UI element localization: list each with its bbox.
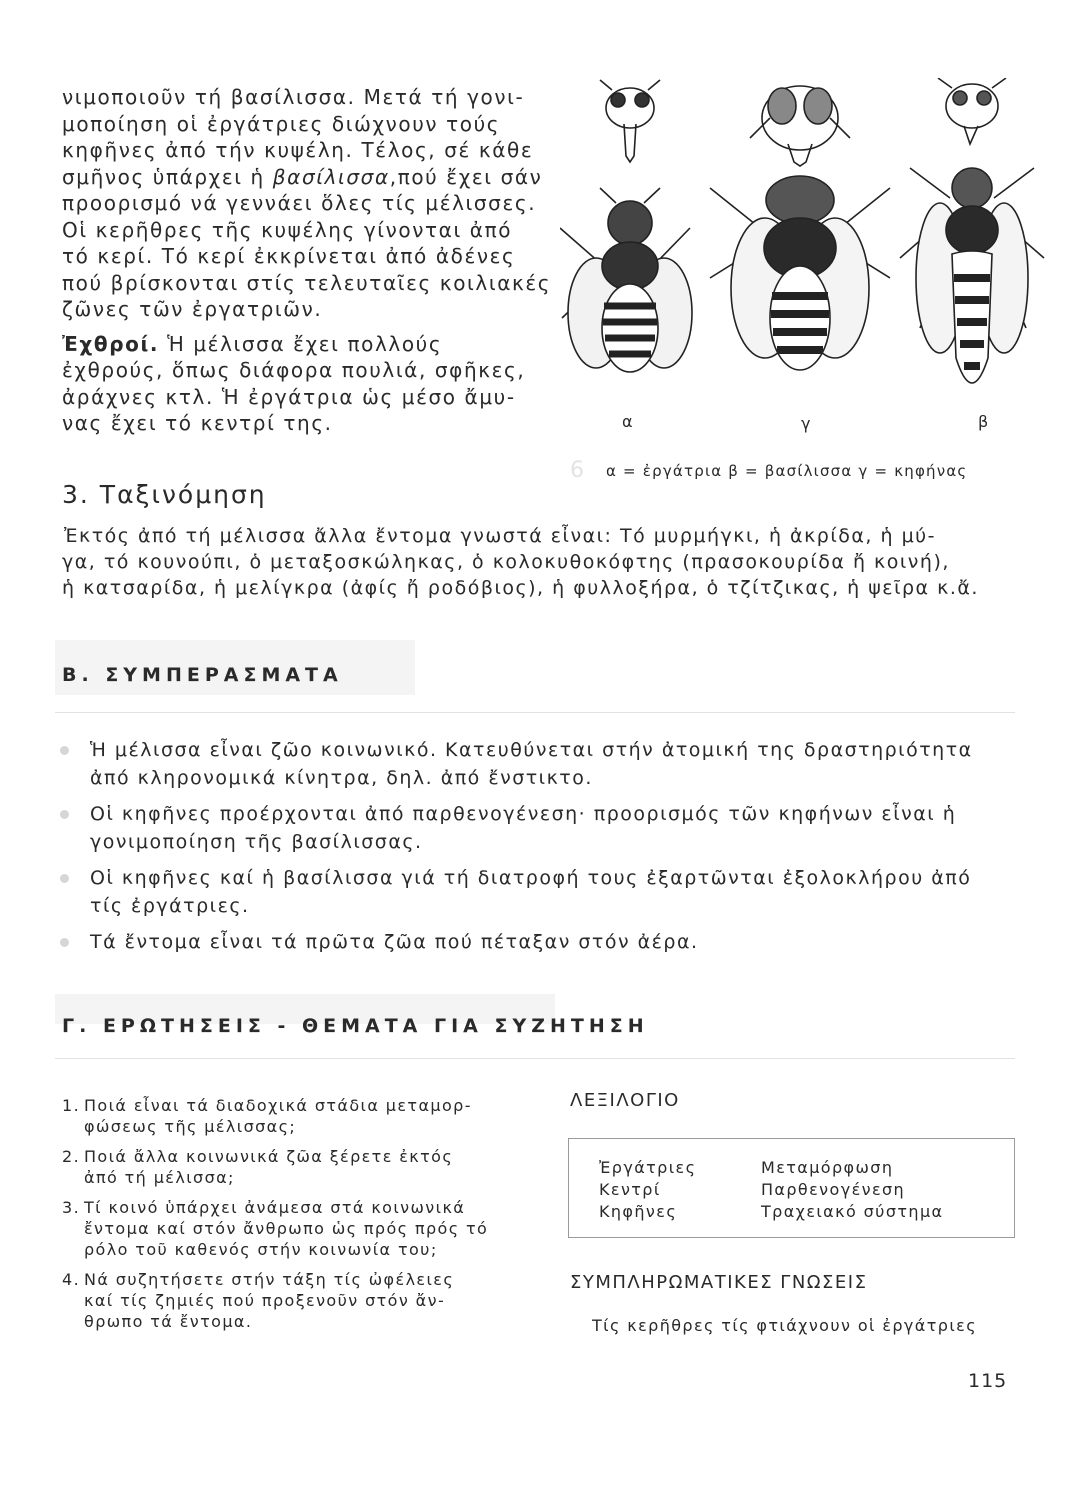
figure-label-drone: γ xyxy=(801,414,811,433)
worker-head-illustration xyxy=(600,80,660,162)
text-line: κηφῆνες ἀπό τήν κυψέλη. Τέλος, σέ κάθε xyxy=(62,138,534,162)
question-number: 4. xyxy=(62,1270,81,1289)
item-line: Οἱ κηφῆνες προέρχονται ἀπό παρθενογένεση· προορισμός τῶν κηφήνων εἶναι ἡ xyxy=(90,803,957,825)
queen-head-illustration xyxy=(938,78,1006,144)
question-line: θρωπο τά ἔντομα. xyxy=(84,1312,253,1331)
divider xyxy=(55,712,1015,713)
text-line: προορισμό νά γεννάει ὅλες τίς μέλισσες. xyxy=(62,191,537,215)
questions-heading: Γ. ΕΡΩΤΗΣΕΙΣ - ΘΕΜΑΤΑ ΓΙΑ ΣΥΖΗΤΗΣΗ xyxy=(62,1015,649,1037)
drone-bee-illustration xyxy=(710,176,890,370)
question-line: ἀπό τή μέλισσα; xyxy=(84,1168,235,1187)
text-line: γα, τό κουνούπι, ὁ μεταξοσκώληκας, ὁ κολοκυθοκόφτης (πρασοκουρίδα ἤ κοινή), xyxy=(62,551,950,573)
text-line: νιμοποιοῦν τή βασίλισσα. Μετά τή γονι- xyxy=(62,85,525,109)
vocabulary-term: Μεταμόρφωση xyxy=(761,1158,894,1177)
text-line: ἐχθρούς, ὅπως διάφορα πουλιά, σφῆκες, xyxy=(62,358,526,382)
text-line: πού βρίσκονται στίς τελευταῖες κοιλιακές xyxy=(62,270,552,295)
bee-figure xyxy=(560,78,1060,428)
text-line: ἀράχνες κτλ. Ἡ ἐργάτρια ὡς μέσο ἄμυ- xyxy=(62,384,516,409)
text-line: νας ἔχει τό κεντρί της. xyxy=(62,411,333,435)
question-item xyxy=(62,1095,488,1137)
figure-label-worker: α xyxy=(622,412,633,431)
text-fragment: Ἡ μέλισσα ἔχει πολλούς xyxy=(159,331,443,356)
enemies-first-line xyxy=(62,331,551,358)
intro-paragraph xyxy=(62,84,551,437)
vocabulary-term: Κεντρί xyxy=(599,1180,661,1199)
vocabulary-term: Τραχειακό σύστημα xyxy=(761,1202,944,1221)
item-line: γονιμοποίηση τῆς βασίλισσας. xyxy=(90,831,423,853)
vocabulary-term: Κηφῆνες xyxy=(599,1202,678,1221)
vocabulary-column xyxy=(761,1157,943,1223)
divider xyxy=(55,1058,1015,1059)
question-line: Τί κοινό ὑπάρχει ἀνάμεσα στά κοινωνικά xyxy=(84,1198,466,1217)
figure-label-queen: β xyxy=(978,412,989,431)
text-line xyxy=(62,164,551,191)
item-line: τίς ἐργάτριες. xyxy=(90,895,250,917)
question-line: Ποιά ἄλλα κοινωνικά ζῶα ξέρετε ἐκτός xyxy=(84,1147,454,1166)
drone-head-illustration xyxy=(750,86,850,166)
classification-paragraph xyxy=(62,523,979,601)
bullet-icon xyxy=(60,874,69,883)
text-line: Οἱ κερῆθρες τῆς κυψέλης γίνονται ἀπό xyxy=(62,217,513,242)
enemies-label: Ἐχθροί. xyxy=(62,331,160,356)
question-line: Νά συζητήσετε στήν τάξη τίς ὠφέλειες xyxy=(84,1270,455,1289)
list-item xyxy=(60,800,973,856)
supplementary-heading: ΣΥΜΠΛΗΡΩΜΑΤΙΚΕΣ ΓΝΩΣΕΙΣ xyxy=(570,1272,868,1293)
conclusions-list xyxy=(60,736,973,964)
text-fragment: ,πού ἔχει σάν xyxy=(389,164,543,189)
bullet-icon xyxy=(60,938,69,947)
list-item xyxy=(60,864,973,920)
text-line: ζῶνες τῶν ἐργατριῶν. xyxy=(62,297,323,321)
question-line: ἔντομα καί στόν ἄνθρωπο ὡς πρός πρός τό xyxy=(84,1219,489,1238)
conclusions-heading: Β. ΣΥΜΠΕΡΑΣΜΑΤΑ xyxy=(62,664,343,686)
figure-caption: α = ἐργάτρια β = βασίλισσα γ = κηφήνας xyxy=(606,462,968,480)
text-line: τό κερί. Τό κερί ἐκκρίνεται ἀπό ἀδένες xyxy=(62,244,516,268)
list-item xyxy=(60,736,973,792)
supplementary-text: Τίς κερῆθρες τίς φτιάχνουν οἱ ἐργάτριες xyxy=(592,1316,977,1335)
figure-number: 6 xyxy=(570,458,584,483)
text-line: ἡ κατσαρίδα, ἡ μελίγκρα (ἀφίς ἤ ροδόβιος), ἡ φυλλοξήρα, ὁ τζίτζικας, ἡ ψεῖρα κ.ἄ. xyxy=(62,577,979,599)
vocabulary-heading: ΛΕΞΙΛΟΓΙΟ xyxy=(570,1090,680,1111)
question-number: 3. xyxy=(62,1198,81,1217)
item-line: Ἡ μέλισσα εἶναι ζῶο κοινωνικό. Κατευθύνεται στήν ἀτομική της δραστηριότητα xyxy=(90,739,973,761)
vocabulary-column xyxy=(599,1157,696,1223)
queen-term: βασίλισσα xyxy=(272,164,390,189)
section-title: 3. Ταξινόμηση xyxy=(62,480,267,509)
item-line: ἀπό κληρονομικά κίνητρα, δηλ. ἀπό ἔνστικτο. xyxy=(90,767,593,789)
vocabulary-box xyxy=(568,1138,1015,1238)
questions-list xyxy=(62,1095,488,1341)
page-number: 115 xyxy=(968,1370,1008,1392)
question-line: καί τίς ζημιές πού προξενοῦν στόν ἄν- xyxy=(84,1291,446,1310)
question-item xyxy=(62,1269,488,1332)
question-number: 1. xyxy=(62,1096,81,1115)
list-item xyxy=(60,928,973,956)
item-line: Οἱ κηφῆνες καί ἡ βασίλισσα γιά τή διατροφή τους ἐξαρτῶνται ἐξολοκλήρου ἀπό xyxy=(90,867,972,889)
question-line: Ποιά εἶναι τά διαδοχικά στάδια μεταμορ- xyxy=(84,1096,472,1115)
bullet-icon xyxy=(60,810,69,819)
queen-bee-illustration xyxy=(900,168,1044,383)
question-line: ρόλο τοῦ καθενός στήν κοινωνία του; xyxy=(84,1240,438,1259)
vocabulary-term: Ἐργάτριες xyxy=(599,1158,697,1177)
vocabulary-term: Παρθενογένεση xyxy=(761,1180,906,1199)
question-item xyxy=(62,1146,488,1188)
question-number: 2. xyxy=(62,1147,81,1166)
worker-bee-illustration xyxy=(560,188,692,372)
question-line: φώσεως τῆς μέλισσας; xyxy=(84,1117,297,1136)
text-fragment: σμῆνος ὑπάρχει ἡ xyxy=(62,164,273,189)
text-line: μοποίηση οἱ ἐργάτριες διώχνουν τούς xyxy=(62,111,501,136)
bullet-icon xyxy=(60,746,69,755)
item-line: Τά ἔντομα εἶναι τά πρῶτα ζῶα πού πέταξαν στόν ἀέρα. xyxy=(90,931,699,953)
question-item xyxy=(62,1197,488,1260)
text-line: Ἐκτός ἀπό τή μέλισσα ἄλλα ἔντομα γνωστά εἶναι: Τό μυρμήγκι, ἡ ἀκρίδα, ἡ μύ- xyxy=(64,525,937,547)
